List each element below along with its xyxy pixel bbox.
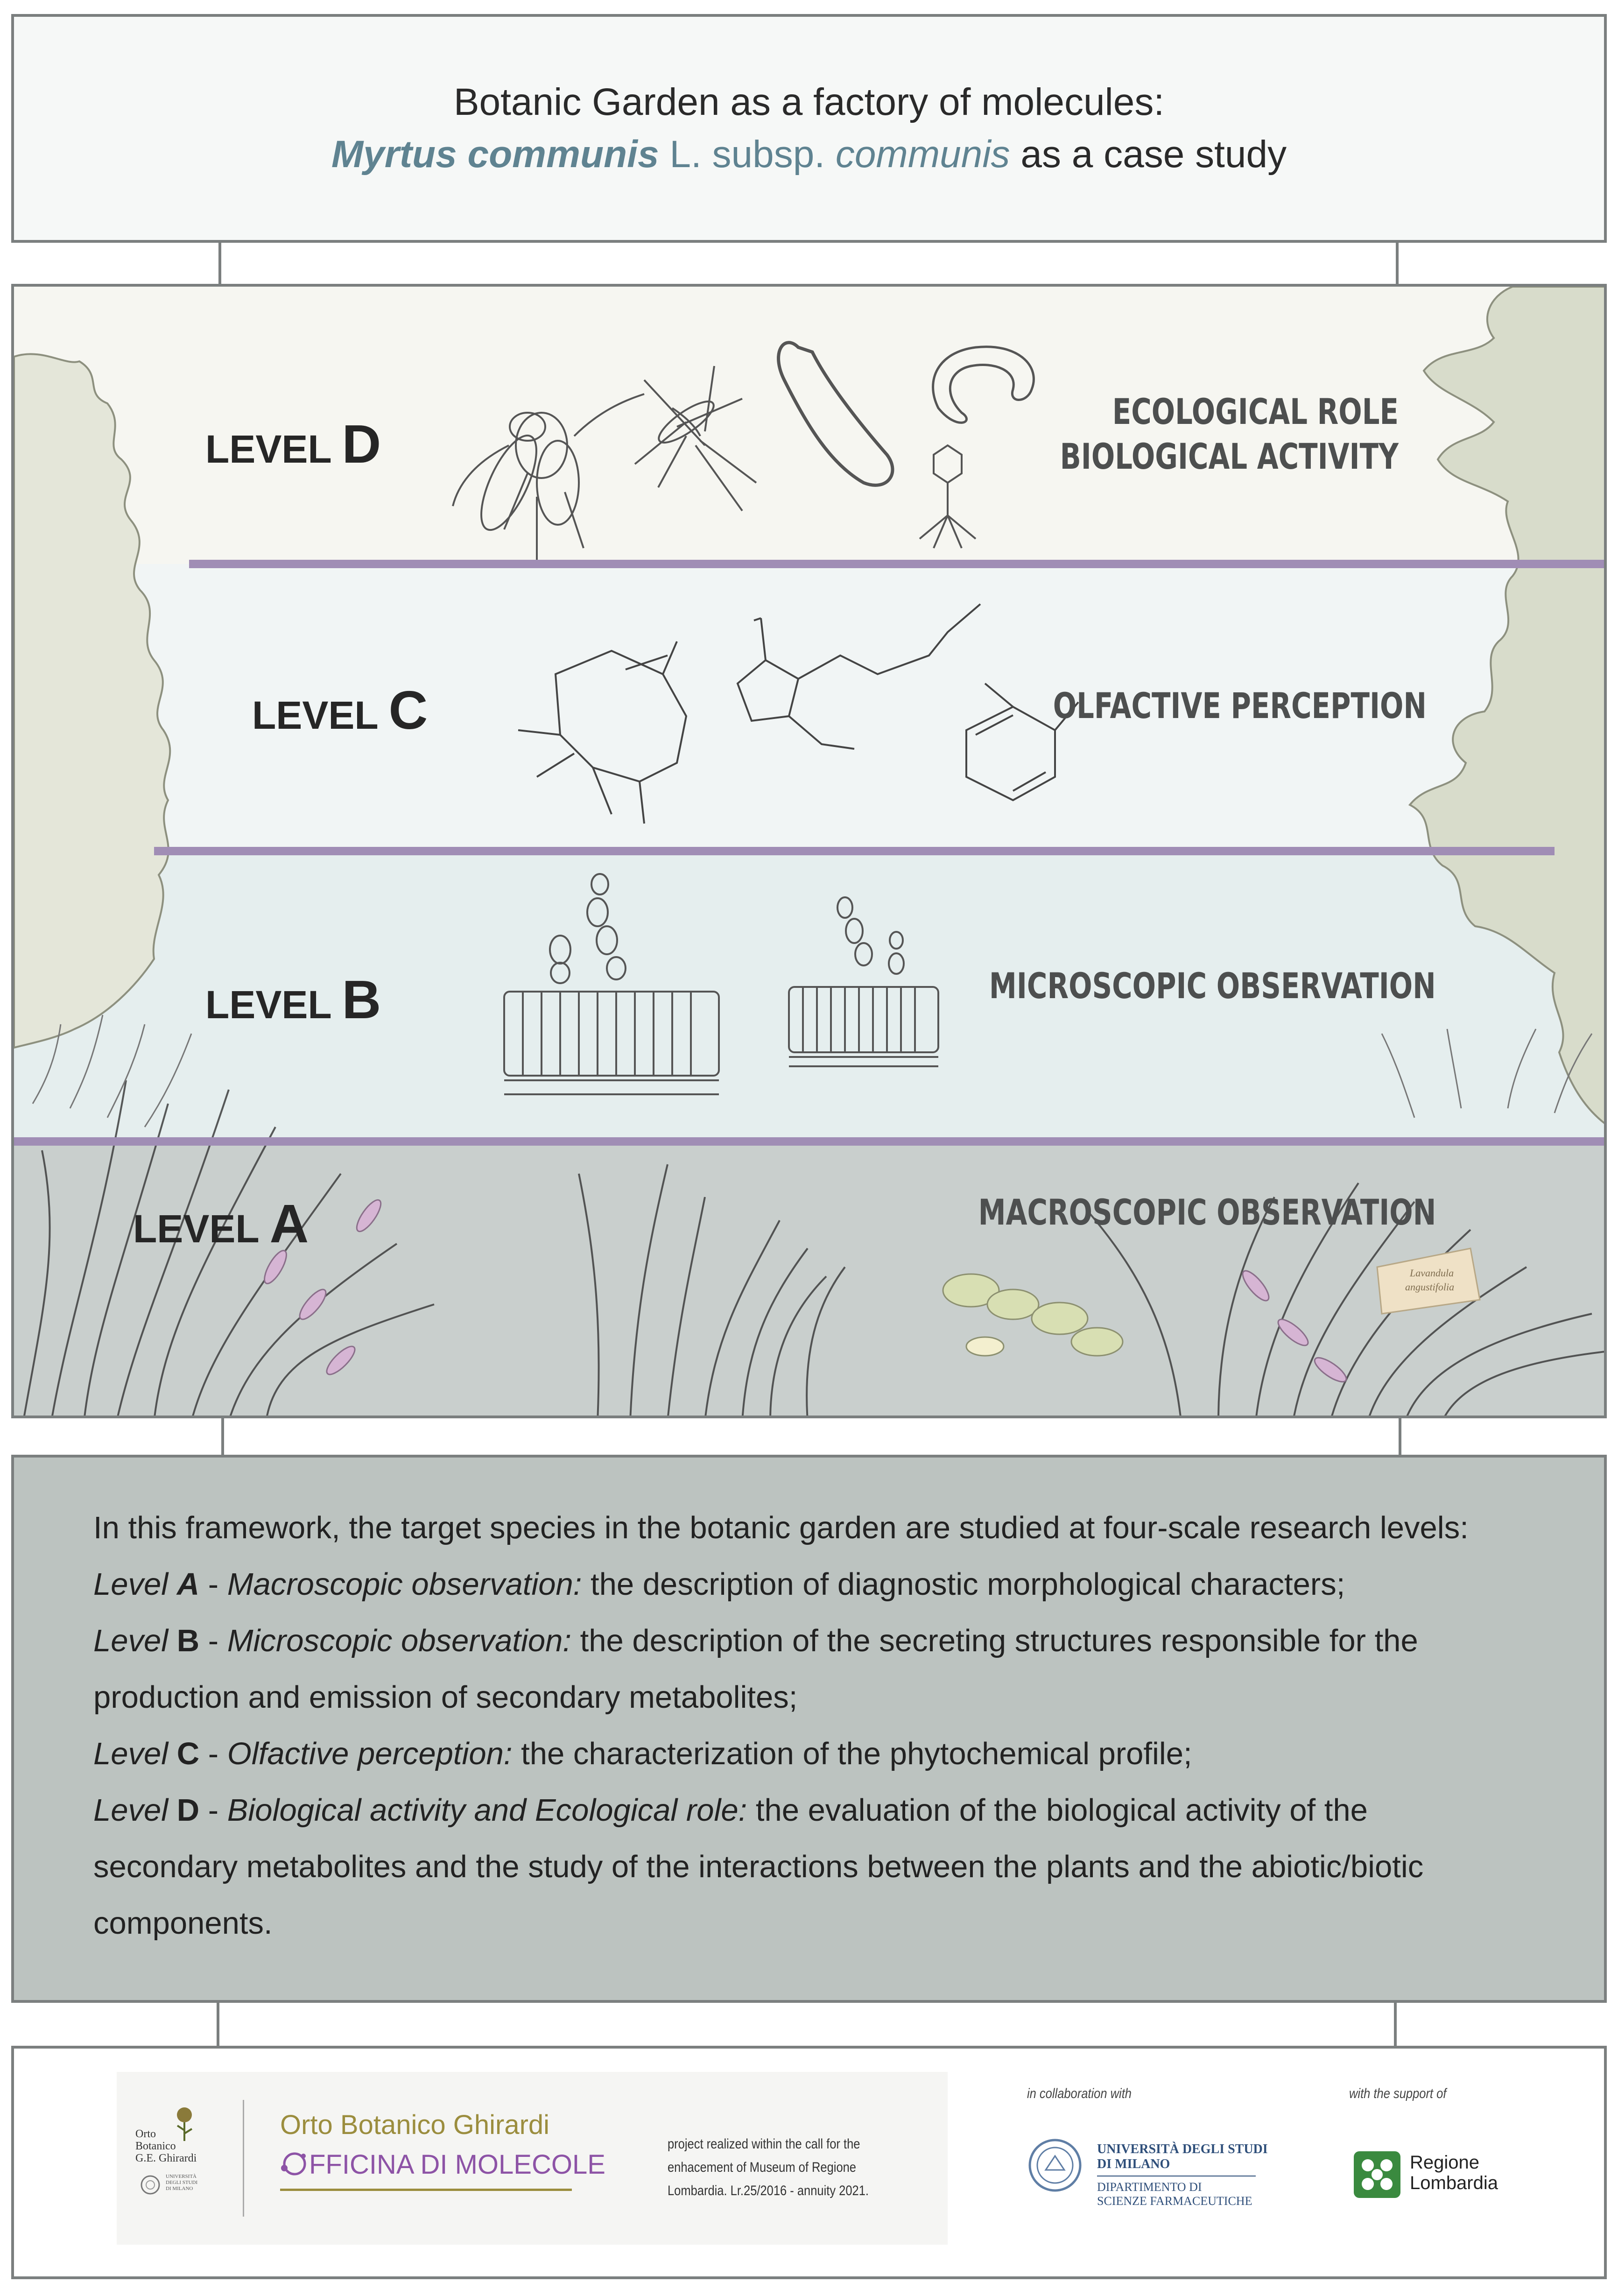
seedling-plant	[943, 1274, 1123, 1356]
orto-botanico-logo: Orto Botanico G.E. Ghirardi	[135, 2128, 197, 2164]
level-b-label: LEVEL B	[205, 969, 381, 1030]
officina-di-molecole: FFICINA DI MOLECOLE	[280, 2149, 605, 2180]
molecule-illustrations	[518, 604, 1078, 824]
level-d-description: ECOLOGICAL ROLE BIOLOGICAL ACTIVITY	[1060, 391, 1399, 477]
description-level-d-cont2: components.	[93, 1906, 273, 1941]
flower-logo-icon	[170, 2105, 198, 2142]
levels-panel	[11, 284, 1607, 1418]
connector-line	[218, 243, 221, 284]
title-subsp: communis	[835, 133, 1010, 176]
molecule-o-icon	[280, 2149, 309, 2178]
title-line-1: Botanic Garden as a factory of molecules:	[453, 81, 1165, 123]
description-intro: In this framework, the target species in the botanic garden are studied at four-scale research levels:	[93, 1510, 1469, 1545]
orto-botanico-ghirardi-name: Orto Botanico Ghirardi	[280, 2110, 550, 2140]
level-separator-cb	[154, 847, 1555, 855]
title-box	[11, 14, 1607, 243]
unimi-small-text: UNIVERSITÀ DEGLI STUDI DI MILANO	[166, 2174, 198, 2191]
footer-logo-strip	[117, 2072, 948, 2245]
description-level-d: Level D - Biological activity and Ecological role: the evaluation of the biological activity of the	[93, 1793, 1368, 1828]
unimi-seal-small-icon	[140, 2175, 161, 2195]
description-level-d-cont: secondary metabolites and the study of the interactions between the plants and the abiotic/biotic	[93, 1849, 1424, 1884]
plant-label-sign	[1377, 1248, 1480, 1314]
level-c-description: OLFACTIVE PERCEPTION	[1053, 685, 1427, 726]
title-line-2	[331, 128, 1287, 181]
level-a-label: LEVEL A	[133, 1193, 309, 1254]
description-level-c: Level C - Olfactive perception: the characterization of the phytochemical profile;	[93, 1736, 1192, 1771]
regione-lombardia-logo-icon	[1354, 2151, 1400, 2198]
project-text: project realized within the call for the enhacement of Museum of Regione Lombardia. Lr.25/2016 - annuity 2021.	[668, 2136, 869, 2198]
title-end: as a case study	[1010, 133, 1287, 176]
connector-line	[1399, 1418, 1401, 1455]
connector-line	[217, 2003, 219, 2046]
right-foliage-illustration	[1410, 287, 1607, 1127]
logo-divider	[243, 2100, 244, 2217]
department-name: DIPARTIMENTO DI SCIENZE FARMACEUTICHE	[1097, 2180, 1252, 2208]
plant-label-text-1: Lavandula	[1410, 1267, 1454, 1279]
connector-line	[1394, 2003, 1397, 2046]
support-label: with the support of	[1349, 2086, 1447, 2101]
trichome-illustrations	[504, 874, 938, 1094]
connector-line	[221, 1418, 224, 1455]
officina-underline	[280, 2189, 572, 2191]
level-b-description: MICROSCOPIC OBSERVATION	[989, 965, 1436, 1007]
level-a-description: MACROSCOPIC OBSERVATION	[978, 1191, 1436, 1233]
collaboration-label: in collaboration with	[1027, 2086, 1132, 2101]
description-level-a: Level A - Macroscopic observation: the description of diagnostic morphological characters;	[93, 1567, 1345, 1602]
insect-illustrations	[453, 343, 1034, 567]
lavender-spikes	[33, 1015, 1592, 1127]
level-d-label: LEVEL D	[205, 414, 381, 474]
footer-box	[11, 2046, 1607, 2279]
level-c-label: LEVEL C	[252, 680, 428, 740]
description-level-b-cont: production and emission of secondary metabolites;	[93, 1680, 798, 1715]
left-foliage-illustration	[14, 354, 170, 1048]
title-species: Myrtus communis	[331, 133, 659, 176]
unimi-seal-icon	[1027, 2137, 1083, 2193]
level-separator-ba	[14, 1137, 1607, 1146]
unimi-name: UNIVERSITÀ DEGLI STUDI DI MILANO	[1097, 2142, 1268, 2171]
description-box	[11, 1455, 1607, 2003]
title-mid: L. subsp.	[659, 133, 836, 176]
connector-line	[1396, 243, 1399, 284]
plant-label-text-2: angustifolia	[1405, 1281, 1455, 1293]
level-separator-dc	[189, 560, 1607, 568]
regione-lombardia-name: Regione Lombardia	[1410, 2152, 1498, 2193]
description-level-b: Level B - Microscopic observation: the description of the secreting structures responsible for the	[93, 1623, 1418, 1658]
